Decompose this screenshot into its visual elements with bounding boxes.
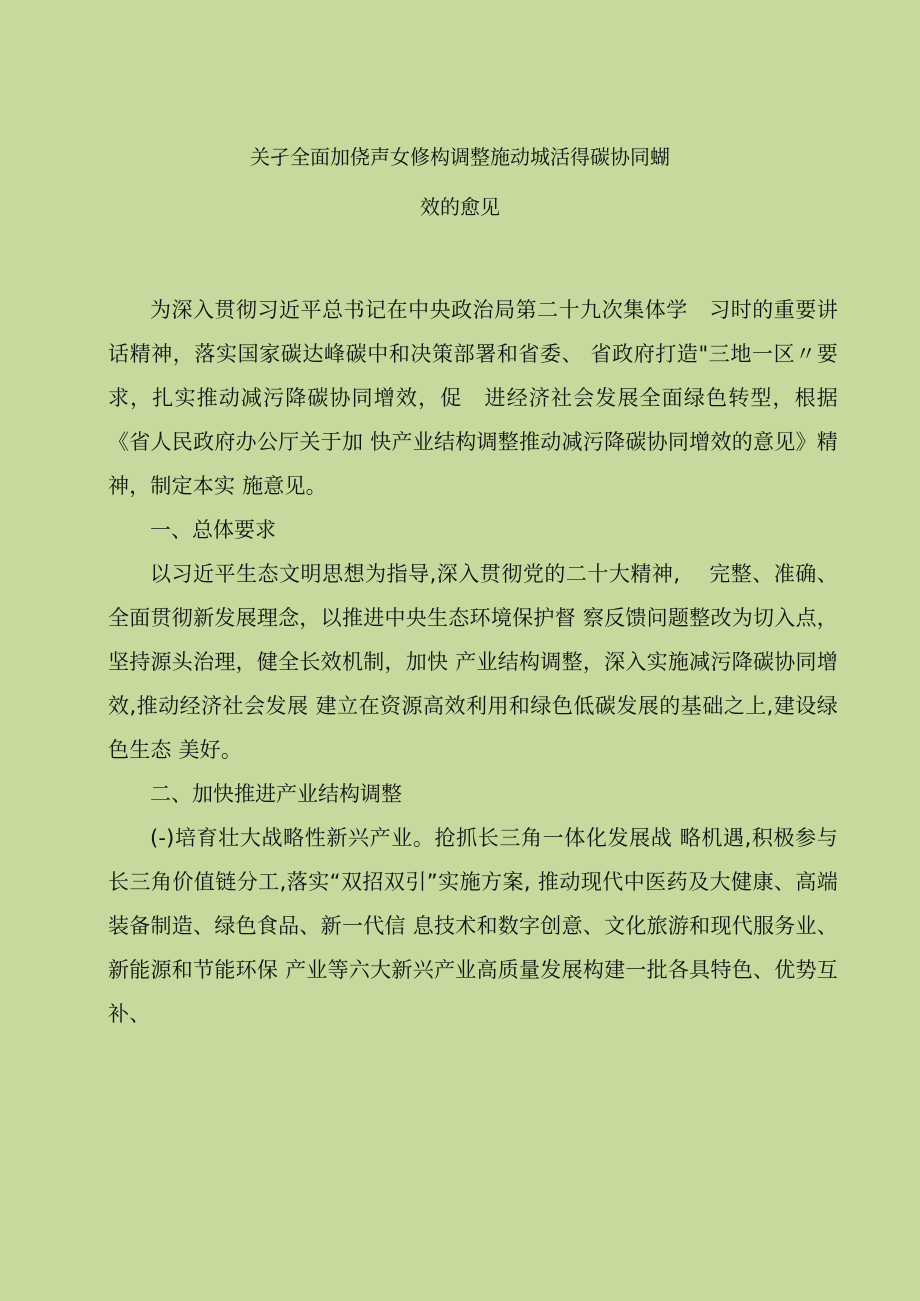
intro-paragraph: 为深入贯彻习近平总书记在中央政治局第二十九次集体学 习时的重要讲话精神，落实国家碳达峰碳中和决策部署和省委、 省政府打造"三地一区〃要求，扎实推动减污降碳协同增效，促 进经济社会发展全面绿色转型，根据《省人民政府办公厅关于加 快产业结构调整推动减污降碳协同增效的意见》精神，制定本实 施意见。 bbox=[108, 298, 838, 498]
industrial-structure-paragraph: (-)培育壮大战略性新兴产业。抢抓长三角一体化发展战 略机遇,积极参与长三角价值链分工,落实“双招双引”实施方案, 推动现代中医药及大健康、高端装备制造、绿色食品、新一代信 息技术和数字创意、文化旅游和现代服务业、新能源和节能环保 产业等六大新兴产业高质量发展构建一批各具特色、优势互补、 bbox=[108, 826, 838, 1026]
document-title-line-2: 效的愈见 bbox=[420, 195, 500, 219]
section-heading-industrial-structure: 二、加快推进产业结构调整 bbox=[150, 782, 402, 806]
document-title-line-1: 关孑全面加侥声女修构调整施动城活得碳协同蝴 bbox=[250, 145, 670, 169]
section-heading-general-requirements: 一、总体要求 bbox=[150, 518, 276, 542]
general-requirements-paragraph: 以习近平生态文明思想为指导,深入贯彻党的二十大精神, 完整、准确、全面贯彻新发展理念，以推进中央生态环境保护督 察反馈问题整改为切入点，坚持源头治理，健全长效机制，加快 产业结构调整，深入实施减污降碳协同增效,推动经济社会发展 建立在资源高效利用和绿色低碳发展的基础之上,建设绿色生态 美好。 bbox=[108, 562, 838, 762]
document-body bbox=[108, 288, 838, 1036]
